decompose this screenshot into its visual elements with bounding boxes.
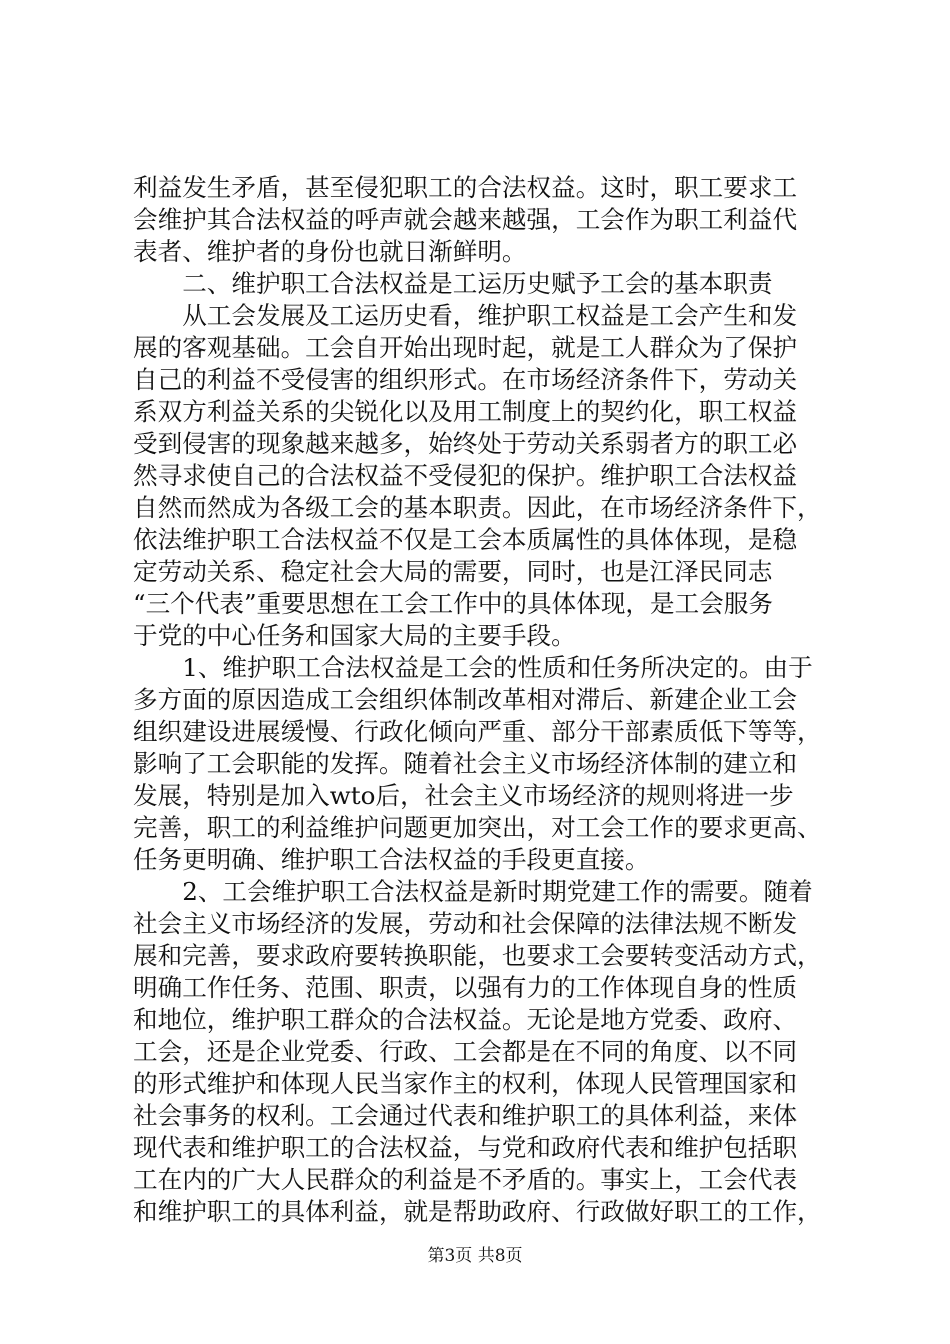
text-line: 影响了工会职能的发挥。随着社会主义市场经济体制的建立和 <box>133 749 798 778</box>
text-line: 明确工作任务、范围、职责，以强有力的工作体现自身的性质 <box>133 973 798 1002</box>
text-line: 发展，特别是加入wto后，社会主义市场经济的规则将进一步 <box>133 781 794 810</box>
text-line: 会维护其合法权益的呼声就会越来越强，工会作为职工利益代 <box>133 205 798 234</box>
text-line: 完善，职工的利益维护问题更加突出，对工会工作的要求更高、 <box>133 813 822 842</box>
text-line: “三个代表”重要思想在工会工作中的具体体现，是工会服务 <box>133 589 773 618</box>
text-line: 现代表和维护职工的合法权益，与党和政府代表和维护包括职 <box>133 1133 798 1162</box>
text-line: 组织建设进展缓慢、行政化倾向严重、部分干部素质低下等等， <box>133 717 822 746</box>
text-line: 自然而然成为各级工会的基本职责。因此，在市场经济条件下， <box>133 493 822 522</box>
text-line: 展和完善，要求政府要转换职能，也要求工会要转变活动方式， <box>133 941 822 970</box>
text-line: 2、工会维护职工合法权益是新时期党建工作的需要。随着 <box>133 877 813 906</box>
text-line: 自己的利益不受侵害的组织形式。在市场经济条件下，劳动关 <box>133 365 798 394</box>
text-line: 依法维护职工合法权益不仅是工会本质属性的具体体现，是稳 <box>133 525 798 554</box>
text-line: 从工会发展及工运历史看，维护职工权益是工会产生和发 <box>133 301 798 330</box>
text-line: 系双方利益关系的尖锐化以及用工制度上的契约化，职工权益 <box>133 397 798 426</box>
text-line: 受到侵害的现象越来越多，始终处于劳动关系弱者方的职工必 <box>133 429 798 458</box>
text-line: 和维护职工的具体利益，就是帮助政府、行政做好职工的工作， <box>133 1197 822 1226</box>
text-line: 社会主义市场经济的发展，劳动和社会保障的法律法规不断发 <box>133 909 798 938</box>
text-line: 定劳动关系、稳定社会大局的需要，同时，也是江泽民同志 <box>133 557 773 586</box>
text-line: 工在内的广大人民群众的利益是不矛盾的。事实上，工会代表 <box>133 1165 798 1194</box>
text-line: 利益发生矛盾，甚至侵犯职工的合法权益。这时，职工要求工 <box>133 173 798 202</box>
section-heading: 二、维护职工合法权益是工运历史赋予工会的基本职责 <box>133 269 773 298</box>
text-line: 工会，还是企业党委、行政、工会都是在不同的角度、以不同 <box>133 1037 798 1066</box>
text-line: 社会事务的权利。工会通过代表和维护职工的具体利益，来体 <box>133 1101 798 1130</box>
text-line: 1、维护职工合法权益是工会的性质和任务所决定的。由于 <box>133 653 813 682</box>
document-body <box>133 172 833 1228</box>
text-line: 任务更明确、维护职工合法权益的手段更直接。 <box>133 845 650 874</box>
text-line: 展的客观基础。工会自开始出现时起，就是工人群众为了保护 <box>133 333 798 362</box>
text-line: 和地位，维护职工群众的合法权益。无论是地方党委、政府、 <box>133 1005 798 1034</box>
text-line: 的形式维护和体现人民当家作主的权利，体现人民管理国家和 <box>133 1069 798 1098</box>
text-line: 多方面的原因造成工会组织体制改革相对滞后、新建企业工会 <box>133 685 798 714</box>
page-footer: 第3页 共8页 <box>427 1246 523 1266</box>
text-line: 表者、维护者的身份也就日渐鲜明。 <box>133 237 527 266</box>
text-line: 然寻求使自己的合法权益不受侵犯的保护。维护职工合法权益 <box>133 461 798 490</box>
text-line: 于党的中心任务和国家大局的主要手段。 <box>133 621 576 650</box>
